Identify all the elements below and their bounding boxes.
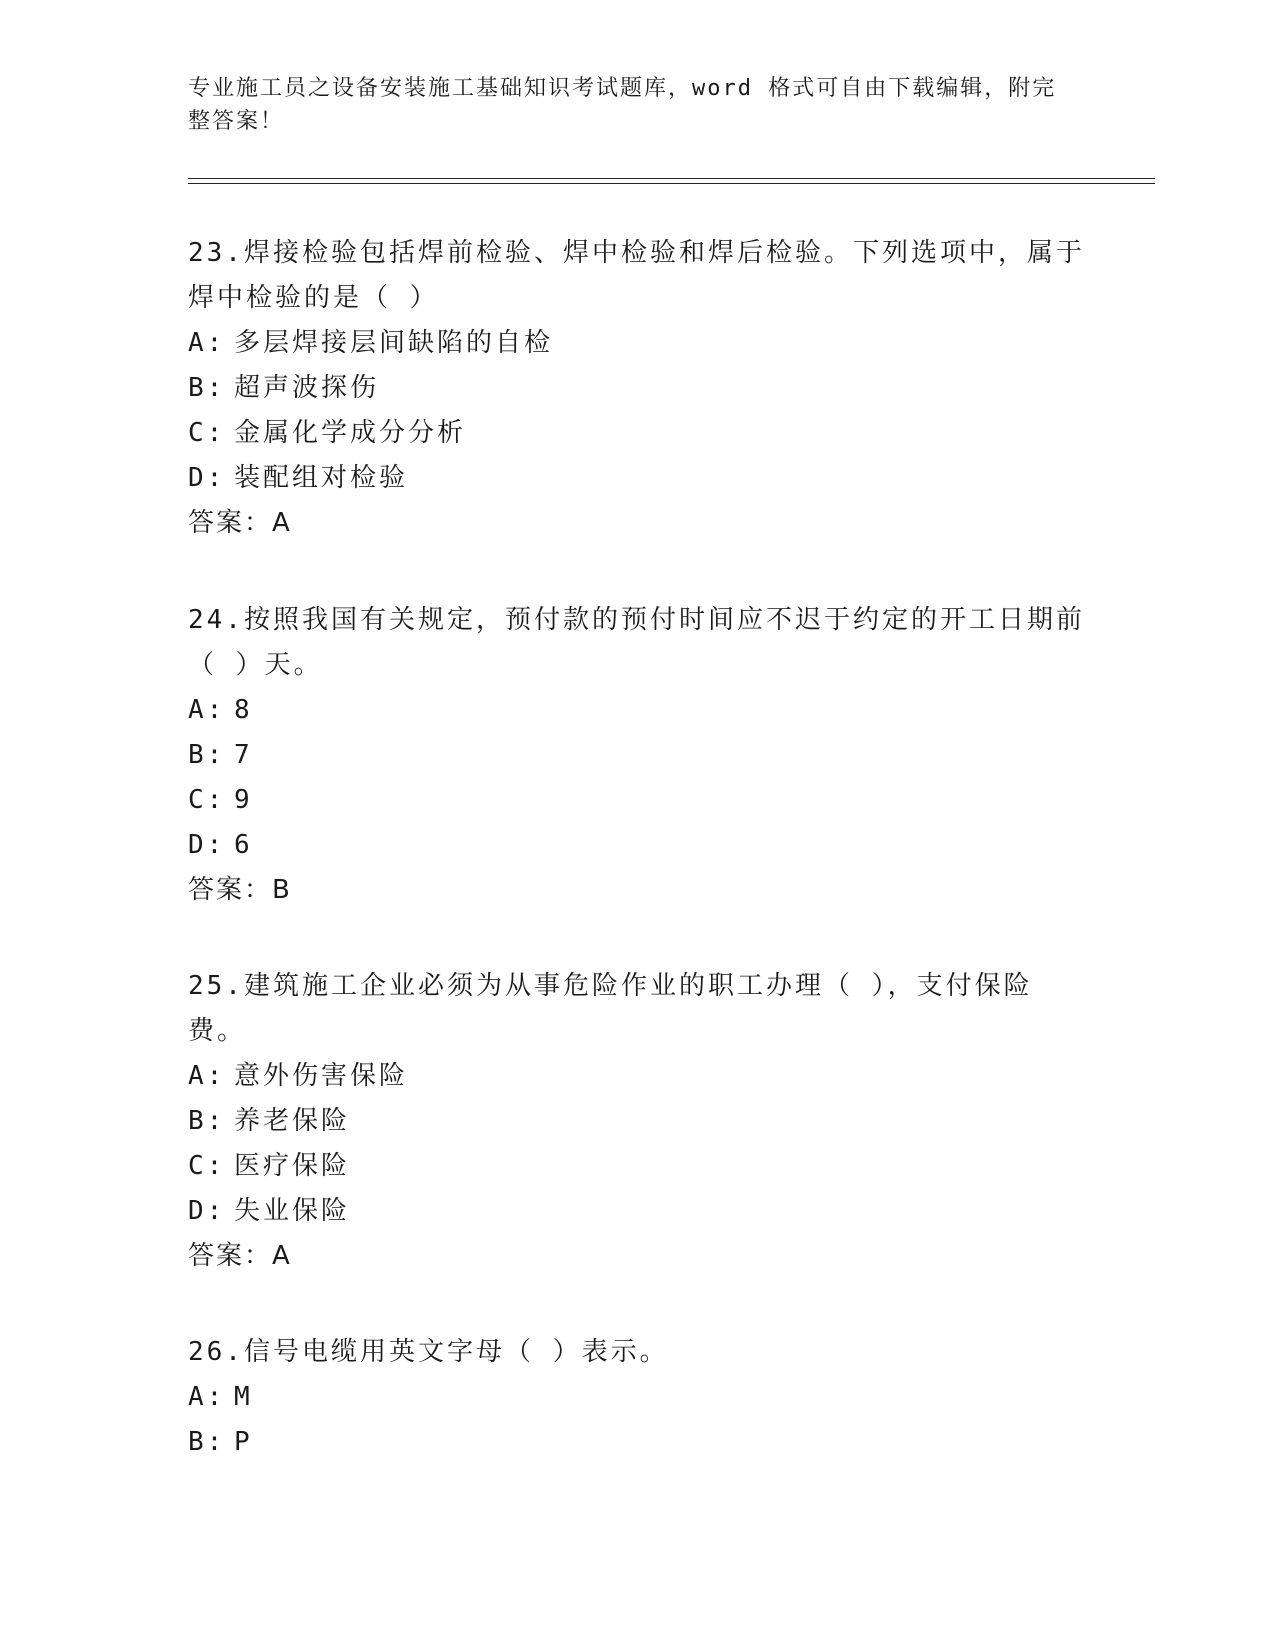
question-25: [188, 964, 1088, 1279]
option-letter: C:: [188, 785, 226, 815]
option-letter: B:: [188, 1106, 226, 1136]
option-text: M: [234, 1382, 253, 1412]
option-text: 养老保险: [234, 1106, 351, 1136]
option-letter: D:: [188, 1196, 226, 1226]
question-stem: 26.信号电缆用英文字母（ ）表示。: [188, 1337, 669, 1367]
header-divider-bottom: [188, 183, 1155, 184]
option-letter: B:: [188, 740, 226, 770]
option-letter: A:: [188, 1382, 226, 1412]
option-b: [188, 1420, 1088, 1465]
option-text: 7: [234, 740, 253, 770]
option-a: [188, 321, 1088, 366]
option-text: 超声波探伤: [234, 373, 380, 403]
question-24: [188, 598, 1088, 913]
option-c: [188, 411, 1088, 456]
document-header: 专业施工员之设备安装施工基础知识考试题库，word 格式可自由下载编辑，附完整答案！: [188, 76, 1057, 134]
option-letter: B:: [188, 373, 226, 403]
answer-label: 答案：B: [188, 875, 292, 905]
option-text: 8: [234, 695, 253, 725]
option-b: [188, 366, 1088, 411]
option-text: 医疗保险: [234, 1151, 351, 1181]
option-text: 金属化学成分分析: [234, 418, 467, 448]
option-text: 意外伤害保险: [234, 1061, 409, 1091]
option-letter: A:: [188, 1061, 226, 1091]
option-a: [188, 688, 1088, 733]
question-stem: 23.焊接检验包括焊前检验、焊中检验和焊后检验。下列选项中，属于焊中检验的是（ ）: [188, 238, 1085, 313]
option-letter: D:: [188, 463, 226, 493]
option-letter: C:: [188, 418, 226, 448]
answer-label: 答案：A: [188, 1241, 292, 1271]
option-text: 装配组对检验: [234, 463, 409, 493]
option-text: 多层焊接层间缺陷的自检: [234, 328, 554, 358]
option-text: P: [234, 1427, 253, 1457]
option-d: [188, 1189, 1088, 1234]
option-c: [188, 778, 1088, 823]
option-a: [188, 1054, 1088, 1099]
option-letter: A:: [188, 695, 226, 725]
option-letter: A:: [188, 328, 226, 358]
option-b: [188, 1099, 1088, 1144]
option-letter: B:: [188, 1427, 226, 1457]
option-c: [188, 1144, 1088, 1189]
question-23: [188, 231, 1088, 546]
option-letter: C:: [188, 1151, 226, 1181]
option-d: [188, 456, 1088, 501]
option-text: 9: [234, 785, 253, 815]
option-letter: D:: [188, 830, 226, 860]
header-divider-top: [188, 178, 1155, 179]
option-b: [188, 733, 1088, 778]
option-d: [188, 823, 1088, 868]
question-26: [188, 1330, 1088, 1465]
question-stem: 24.按照我国有关规定，预付款的预付时间应不迟于约定的开工日期前（ ）天。: [188, 605, 1085, 680]
option-text: 失业保险: [234, 1196, 351, 1226]
option-a: [188, 1375, 1088, 1420]
answer-label: 答案：A: [188, 508, 292, 538]
option-text: 6: [234, 830, 253, 860]
question-stem: 25.建筑施工企业必须为从事危险作业的职工办理（ ），支付保险费。: [188, 971, 1033, 1046]
